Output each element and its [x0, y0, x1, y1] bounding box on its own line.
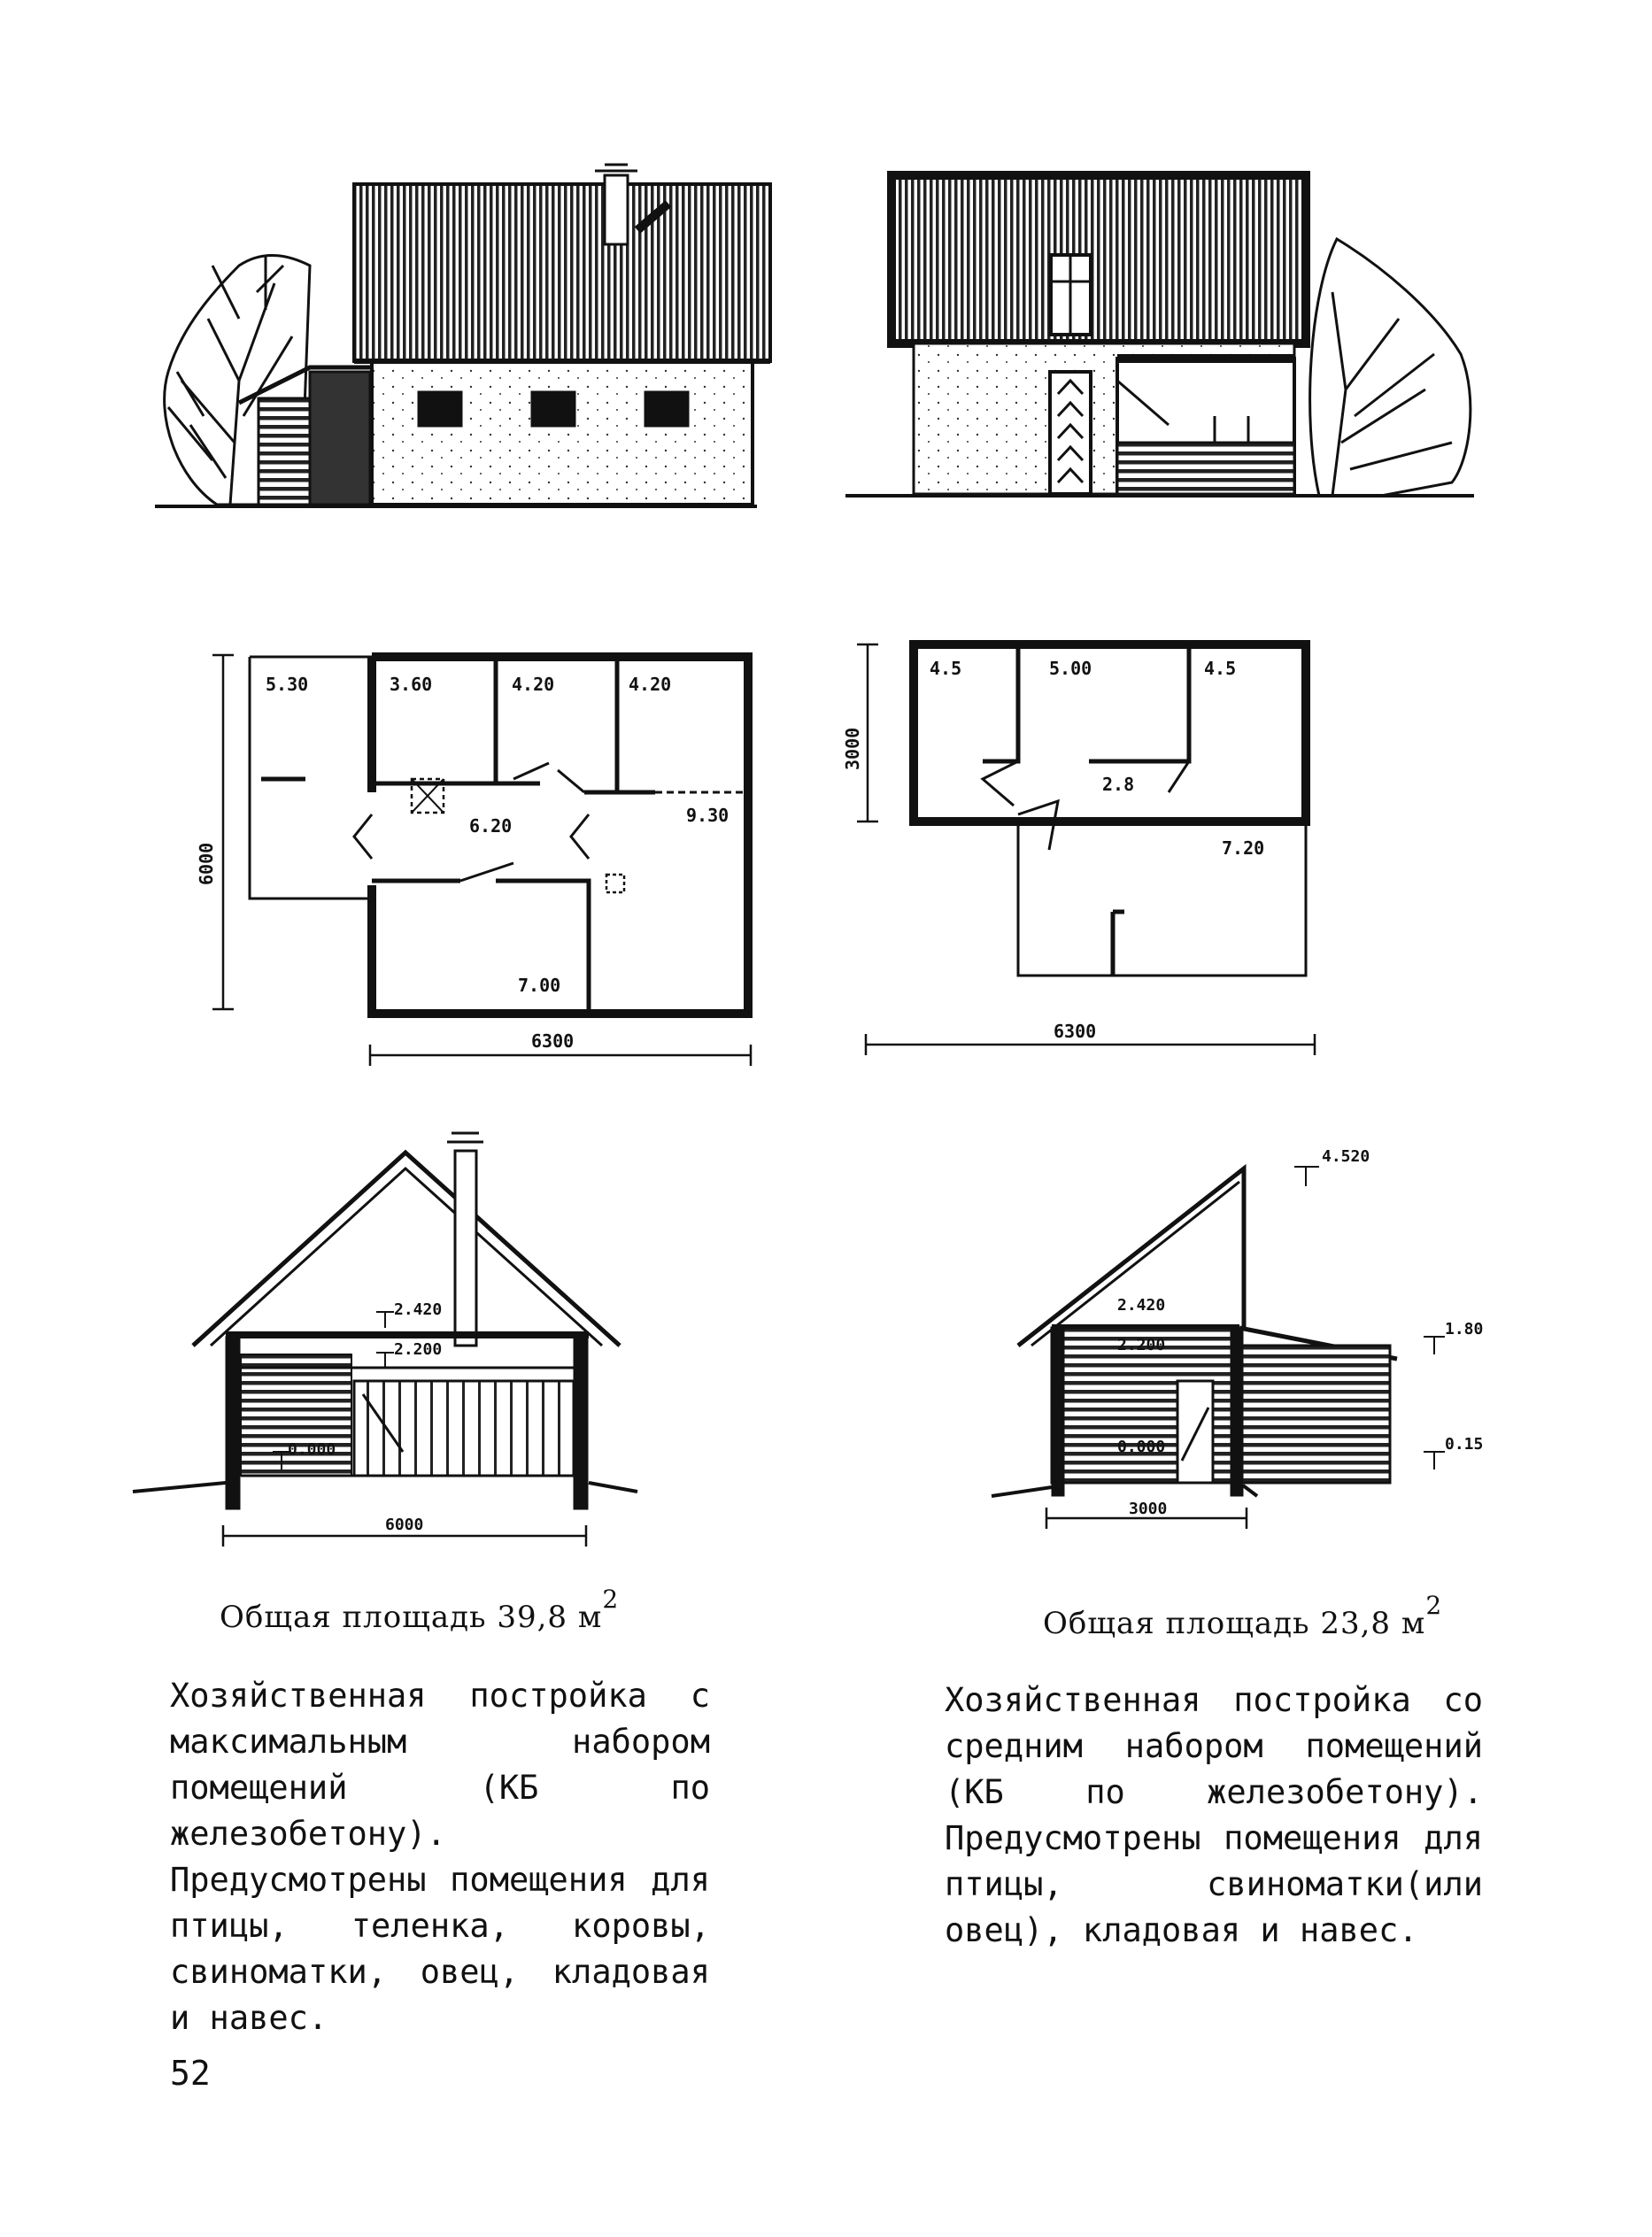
right-door [1050, 372, 1091, 494]
section-width: 6000 [385, 1516, 424, 1534]
room-area: 5.30 [266, 674, 309, 695]
room-area: 7.20 [1222, 837, 1265, 859]
left-plan [212, 655, 751, 1066]
left-chimney [605, 175, 628, 244]
room-area: 4.5 [1204, 658, 1237, 679]
room-area: 3.60 [390, 674, 433, 695]
left-wall [372, 361, 753, 505]
room-area: 6.20 [469, 815, 513, 837]
dimension-width: 6300 [1054, 1021, 1097, 1042]
room-area: 9.30 [686, 805, 730, 826]
level-mark: 4.520 [1322, 1147, 1370, 1166]
left-description: Хозяйственная постройка с максимальным набором помещений (КБ по железобетону). Предусмотрены помещения для птицы, теленка, коровы, свиноматки, овец, кладовая и навес. [170, 1677, 710, 2037]
right-plan-labels [842, 658, 1264, 1042]
page-number: 52 [170, 2054, 211, 2093]
level-mark: 0.15 [1445, 1435, 1484, 1454]
left-door [310, 372, 370, 505]
level-mark: 2.420 [394, 1300, 443, 1319]
right-roof [892, 175, 1306, 343]
left-window-2 [531, 391, 575, 427]
left-area-text: Общая площадь 39,8 м [220, 1600, 603, 1635]
room-area: 4.20 [629, 674, 672, 695]
room-area: 4.20 [512, 674, 555, 695]
level-mark: 2.200 [1117, 1336, 1166, 1354]
room-area: 7.00 [518, 975, 561, 996]
level-mark: 1.80 [1445, 1320, 1484, 1338]
left-section-chimney [455, 1151, 476, 1346]
right-area-sup: 2 [1425, 1591, 1443, 1620]
right-elevation [845, 175, 1474, 496]
left-area-caption [220, 1585, 619, 1635]
left-section [133, 1133, 637, 1547]
level-mark: 0.000 [288, 1440, 336, 1459]
section-width: 3000 [1129, 1500, 1168, 1518]
left-roof [354, 184, 770, 361]
right-section [992, 1167, 1445, 1529]
room-area: 2.8 [1102, 774, 1135, 795]
room-area: 5.00 [1049, 658, 1092, 679]
right-area-caption [1043, 1591, 1442, 1641]
left-window-3 [645, 391, 689, 427]
right-tree [1310, 239, 1471, 496]
left-window-1 [418, 391, 462, 427]
level-mark: 0.000 [1117, 1438, 1166, 1456]
dimension-height: 3000 [842, 727, 863, 770]
room-area: 4.5 [930, 658, 962, 679]
left-plan-labels [196, 674, 729, 1052]
left-area-sup: 2 [602, 1585, 620, 1614]
dimension-height: 6000 [196, 842, 217, 885]
level-mark: 2.200 [394, 1340, 443, 1359]
left-elevation [155, 165, 770, 506]
right-area-text: Общая площадь 23,8 м [1043, 1606, 1426, 1641]
left-shed-wall [259, 398, 312, 505]
right-description: Хозяйственная постройка со средним набором помещений (КБ по железобетону). Предусмотрены помещения для птицы, свиноматки(или овец), кладовая и навес. [945, 1681, 1483, 1949]
dimension-width: 6300 [531, 1030, 575, 1052]
level-mark: 2.420 [1117, 1296, 1166, 1315]
